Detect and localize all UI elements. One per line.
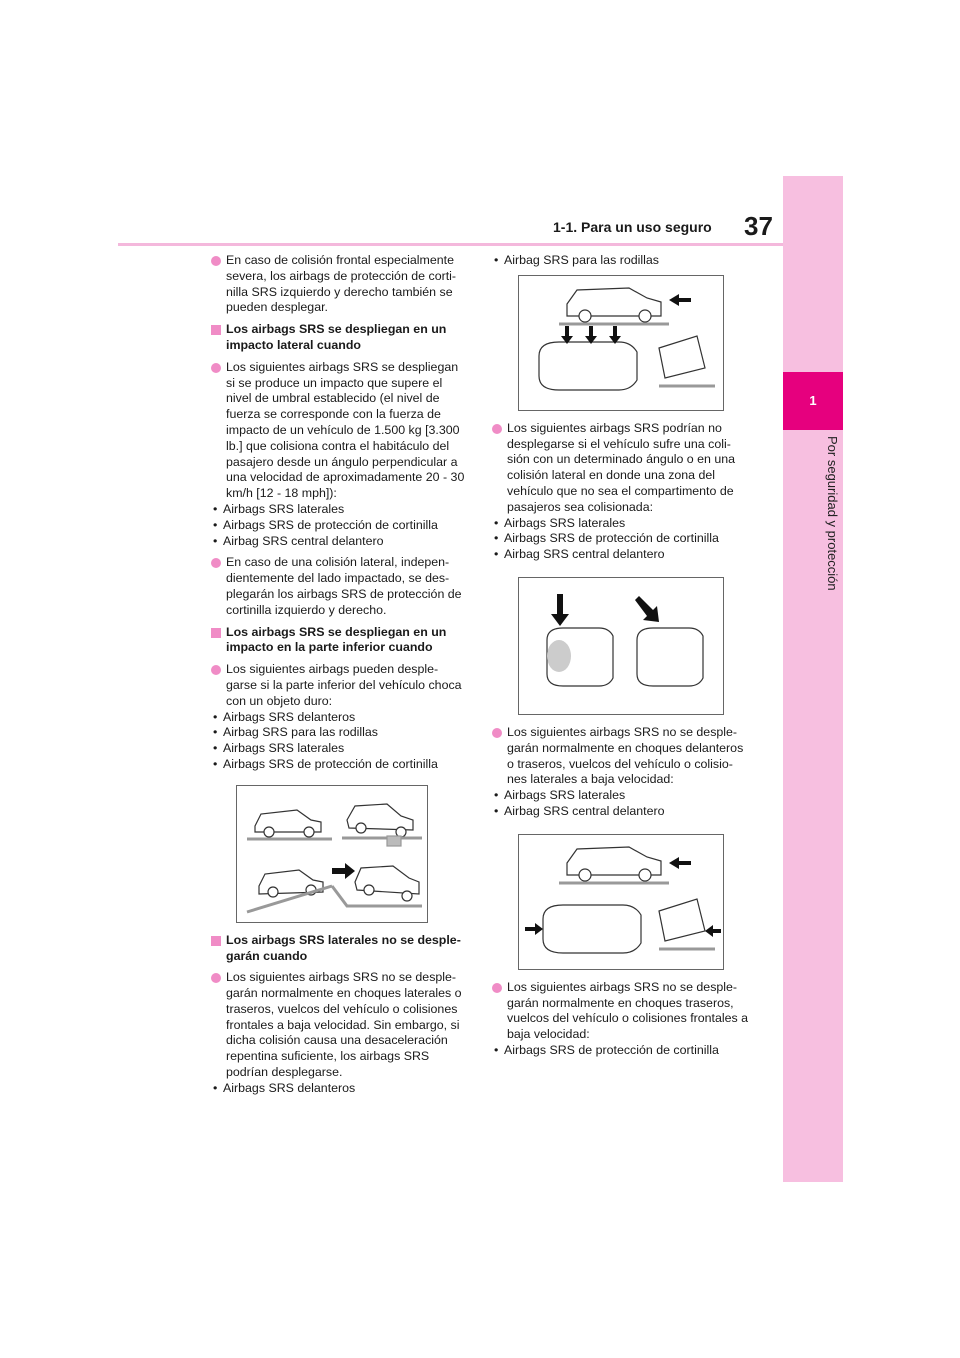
underbody-impact-illustration <box>236 785 428 923</box>
list-item: • Airbags SRS de protección de cortinilla <box>211 757 469 773</box>
rollover-illustration <box>518 834 724 970</box>
side-tab <box>783 176 843 1182</box>
list-item: • Airbag SRS para las rodillas <box>211 725 469 741</box>
list-item: • Airbag SRS central delantero <box>211 534 469 550</box>
list <box>492 253 752 269</box>
paragraph: En caso de colisión frontal especialmente severa, los airbags de protección de corti-nilla SRS izquierdo y derecho también se pueden desplegar. <box>211 253 469 316</box>
knee-airbag-illustration <box>518 275 724 411</box>
section-heading: Los airbags SRS laterales no se desple-garán cuando <box>211 933 469 965</box>
arrow-diagonal-icon <box>635 596 659 622</box>
section-heading: Los airbags SRS se despliegan en un impacto lateral cuando <box>211 322 469 354</box>
arrow-down-icon <box>609 326 621 344</box>
section-title: 1-1. Para un uso seguro <box>553 219 712 235</box>
car-front-view <box>637 628 703 686</box>
list-item: • Airbags SRS laterales <box>492 788 752 804</box>
section-heading: Los airbags SRS se despliegan en un impacto en la parte inferior cuando <box>211 625 469 657</box>
arrow-right-icon <box>332 863 355 879</box>
car-bump-illustration <box>247 804 422 912</box>
dashboard-view <box>659 899 705 941</box>
list-item: • Airbags SRS de protección de cortinilla <box>211 518 469 534</box>
arrow-down-icon <box>551 594 569 626</box>
list-item: • Airbags SRS laterales <box>211 502 469 518</box>
paragraph: Los siguientes airbags SRS se despliegan si se produce un impacto que supere el nivel de umbral establecido (el nivel de fuerza se corresponde con la fuerza de impacto de un vehículo de 1.500 kg [3.300 lb.] que colisiona contra el habitáculo del pasajero desde un ángulo perpendicular a una velocidad de aproximadamente 20 - 30 km/h [12 - 18 mph]): <box>211 360 469 502</box>
list <box>211 1081 469 1097</box>
left-column <box>211 253 469 1103</box>
paragraph: Los siguientes airbags SRS no se desple-garán normalmente en choques laterales o traseros, vuelcos del vehículo o colisiones frontales a baja velocidad. Sin embargo, si dicha colisión causa una desaceleración repentina suficiente, los airbags SRS podrían desplegarse. <box>211 970 469 1081</box>
paragraph: Los siguientes airbags SRS podrían no desplegarse si el vehículo sufre una coli-sión con un determinado ángulo o en una colisión lateral en donde una zona del vehículo que no sea el compartimento de pasajeros sea colisionada: <box>492 421 752 516</box>
list <box>211 710 469 773</box>
list-item: • Airbags SRS laterales <box>492 516 752 532</box>
list-item: • Airbags SRS de protección de cortinilla <box>492 531 752 547</box>
arrow-left-icon <box>705 925 721 937</box>
list <box>492 516 752 563</box>
paragraph: Los siguientes airbags SRS no se desple-garán normalmente en choques delanteros o traseros, vuelcos del vehículo o colisio-nes laterales a baja velocidad: <box>492 725 752 788</box>
list-item: • Airbags SRS de protección de cortinilla <box>492 1043 752 1059</box>
chapter-title: Por seguridad y protección <box>825 436 840 591</box>
list-item: • Airbags SRS laterales <box>211 741 469 757</box>
right-column <box>492 253 752 1065</box>
arrow-left-icon <box>669 294 691 306</box>
list-item: • Airbags SRS delanteros <box>211 710 469 726</box>
arrow-left-icon <box>669 857 691 869</box>
car-top-view <box>539 342 637 390</box>
chapter-number[interactable]: 1 <box>783 372 843 430</box>
arrow-down-icon <box>561 326 573 344</box>
list-item: • Airbags SRS delanteros <box>211 1081 469 1097</box>
list <box>492 1043 752 1059</box>
paragraph: En caso de una colisión lateral, indepen-dientemente del lado impactado, se des-plegarán los airbags SRS de protección de cortinilla izquierdo y derecho. <box>211 555 469 618</box>
list-item: • Airbag SRS central delantero <box>492 804 752 820</box>
list <box>492 788 752 820</box>
arrow-down-icon <box>585 326 597 344</box>
paragraph: Los siguientes airbags SRS no se desple-garán normalmente en choques traseros, vuelcos del vehículo o colisiones frontales a baja velocidad: <box>492 980 752 1043</box>
list-item: • Airbag SRS central delantero <box>492 547 752 563</box>
paragraph: Los siguientes airbags pueden desple-garse si la parte inferior del vehículo choca con un objeto duro: <box>211 662 469 709</box>
page-number: 37 <box>744 211 773 241</box>
list <box>211 502 469 549</box>
car-top-view <box>543 905 641 953</box>
arrow-right-icon <box>525 923 543 935</box>
side-collision-illustration <box>518 577 724 715</box>
dashboard-view <box>659 336 705 378</box>
list-item: • Airbag SRS para las rodillas <box>492 253 752 269</box>
header-rule <box>118 243 783 246</box>
